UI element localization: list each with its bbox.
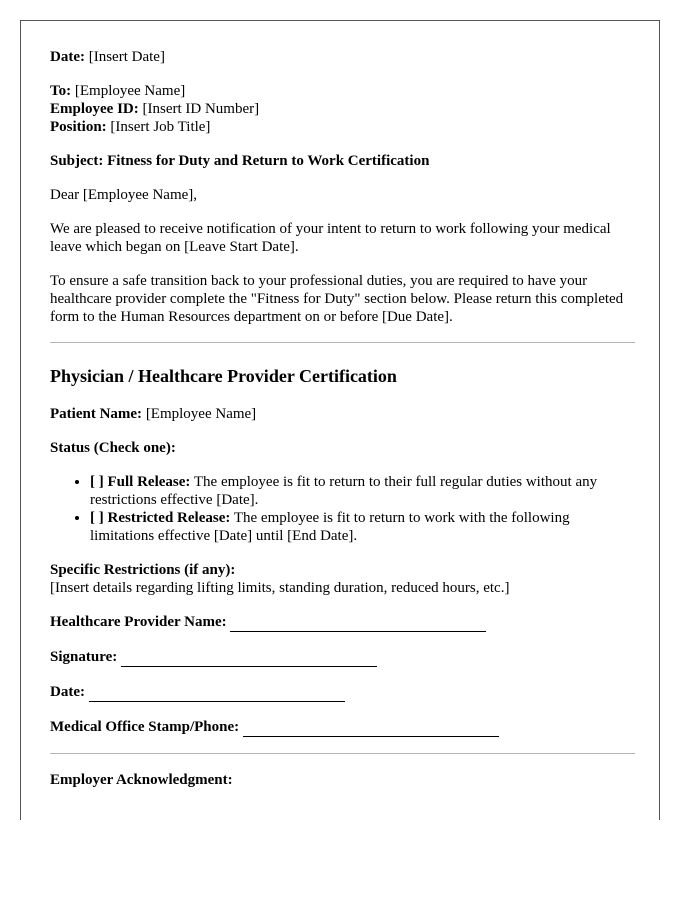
salutation: Dear [Employee Name], — [50, 187, 198, 203]
section-divider-2 — [50, 753, 635, 754]
cert-date-blank[interactable] — [89, 683, 345, 702]
recipient-block — [50, 82, 635, 136]
patient-name-label: Patient Name: — [50, 406, 143, 422]
date-label: Date: — [50, 49, 85, 65]
to-value: [Employee Name] — [71, 83, 186, 99]
employee-id-value: [Insert ID Number] — [138, 101, 260, 117]
patient-name-value: [Employee Name] — [142, 406, 257, 422]
patient-name-line — [50, 405, 635, 423]
restricted-release-text: The employee is fit to return to work with the following limitations effective [Date] until [End Date]. — [90, 510, 570, 544]
cert-date-label: Date: — [50, 684, 85, 700]
restrictions-label: Specific Restrictions (if any): — [50, 562, 236, 578]
paragraph-intro: We are pleased to receive notification of your intent to return to work following your medical leave which began on [Leave Start Date]. — [50, 221, 611, 255]
cert-date-line — [50, 683, 635, 702]
position-label: Position: — [50, 119, 107, 135]
restricted-release-label: [ ] Restricted Release: — [90, 510, 231, 526]
restrictions-value: [Insert details regarding lifting limits, standing duration, reduced hours, etc.] — [50, 580, 510, 596]
provider-name-line — [50, 613, 635, 632]
list-item-restricted-release — [90, 509, 635, 545]
full-release-label: [ ] Full Release: — [90, 474, 191, 490]
full-release-text: The employee is fit to return to their full regular duties without any restrictions effective [Date]. — [90, 474, 598, 508]
stamp-phone-line — [50, 718, 635, 737]
provider-name-blank[interactable] — [230, 613, 486, 632]
signature-line — [50, 648, 635, 667]
date-line — [50, 48, 635, 66]
to-label: To: — [50, 83, 72, 99]
paragraph-instructions: To ensure a safe transition back to your professional duties, you are required to have your healthcare provider complete the "Fitness for Duty" section below. Please return this completed form to the Human Resources department on or before [Due Date]. — [50, 273, 624, 325]
date-value: [Insert Date] — [84, 49, 165, 65]
subject-line: Subject: Fitness for Duty and Return to Work Certification — [50, 153, 430, 169]
employee-id-label: Employee ID: — [50, 101, 139, 117]
certification-heading: Physician / Healthcare Provider Certification — [50, 366, 397, 386]
status-options-list — [50, 473, 635, 545]
provider-name-label: Healthcare Provider Name: — [50, 614, 227, 630]
stamp-phone-label: Medical Office Stamp/Phone: — [50, 719, 240, 735]
restrictions-block — [50, 561, 635, 597]
document-page — [20, 20, 660, 820]
signature-blank[interactable] — [121, 648, 377, 667]
section-divider — [50, 342, 635, 343]
list-item-full-release — [90, 473, 635, 509]
position-value: [Insert Job Title] — [106, 119, 211, 135]
stamp-phone-blank[interactable] — [243, 718, 499, 737]
document-content — [50, 48, 635, 805]
status-label: Status (Check one): — [50, 440, 176, 456]
signature-label: Signature: — [50, 649, 118, 665]
employer-acknowledgment-label: Employer Acknowledgment: — [50, 772, 233, 788]
